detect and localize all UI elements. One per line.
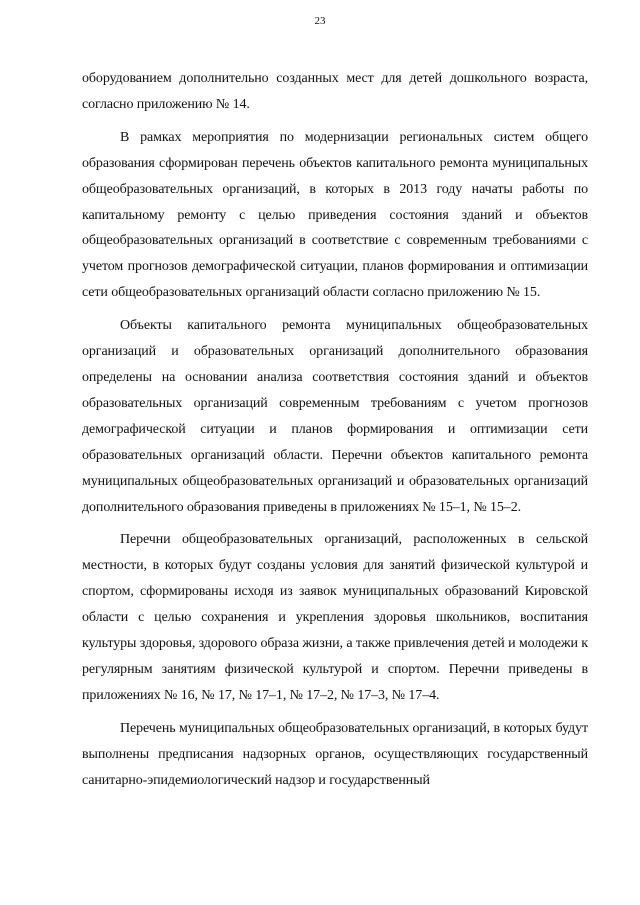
paragraph-3: Объекты капитального ремонта муниципальных общеобразовательных организаций и образовательных организаций дополнительного образования определены на основании анализа соответствия состояния зданий и объектов образовательных организаций современным требованиям с учетом прогнозов демографической ситуации и планов формирования и оптимизации сети образовательных организаций области. Перечни объектов капитального ремонта муниципальных общеобразовательных организаций и образовательных организаций дополнительного образования приведены в приложениях № 15–1, № 15–2. xyxy=(82,318,588,515)
paragraph-1: оборудованием дополнительно созданных мест для детей дошкольного возраста, согласно приложению № 14. xyxy=(82,71,588,112)
document-body xyxy=(82,66,588,793)
paragraph-5: Перечень муниципальных общеобразовательных организаций, в которых будут выполнены предписания надзорных органов, осуществляющих государственный санитарно-эпидемиологический надзор и государственный xyxy=(82,720,588,788)
paragraph-2: В рамках мероприятия по модернизации региональных систем общего образования сформирован перечень объектов капитального ремонта муниципальных общеобразовательных организаций, в которых в 2013 году начаты работы по капитальному ремонту с целью приведения состояния зданий и объектов общеобразовательных организаций в соответствие с современным требованиями с учетом прогнозов демографической ситуации, планов формирования и оптимизации сети общеобразовательных организаций области согласно приложению № 15. xyxy=(82,129,588,301)
page-number: 23 xyxy=(314,15,326,27)
paragraph-4: Перечни общеобразовательных организаций, расположенных в сельской местности, в которых будут созданы условия для занятий физической культурой и спортом, сформированы исходя из заявок муниципальных образований Кировской области с целью сохранения и укрепления здоровья школьников, воспитания культуры здоровья, здорового образа жизни, а также привлечения детей и молодежи к регулярным занятиям физической культурой и спортом. Перечни приведены в приложениях № 16, № 17, № 17–1, № 17–2, № 17–3, № 17–4. xyxy=(82,532,588,703)
